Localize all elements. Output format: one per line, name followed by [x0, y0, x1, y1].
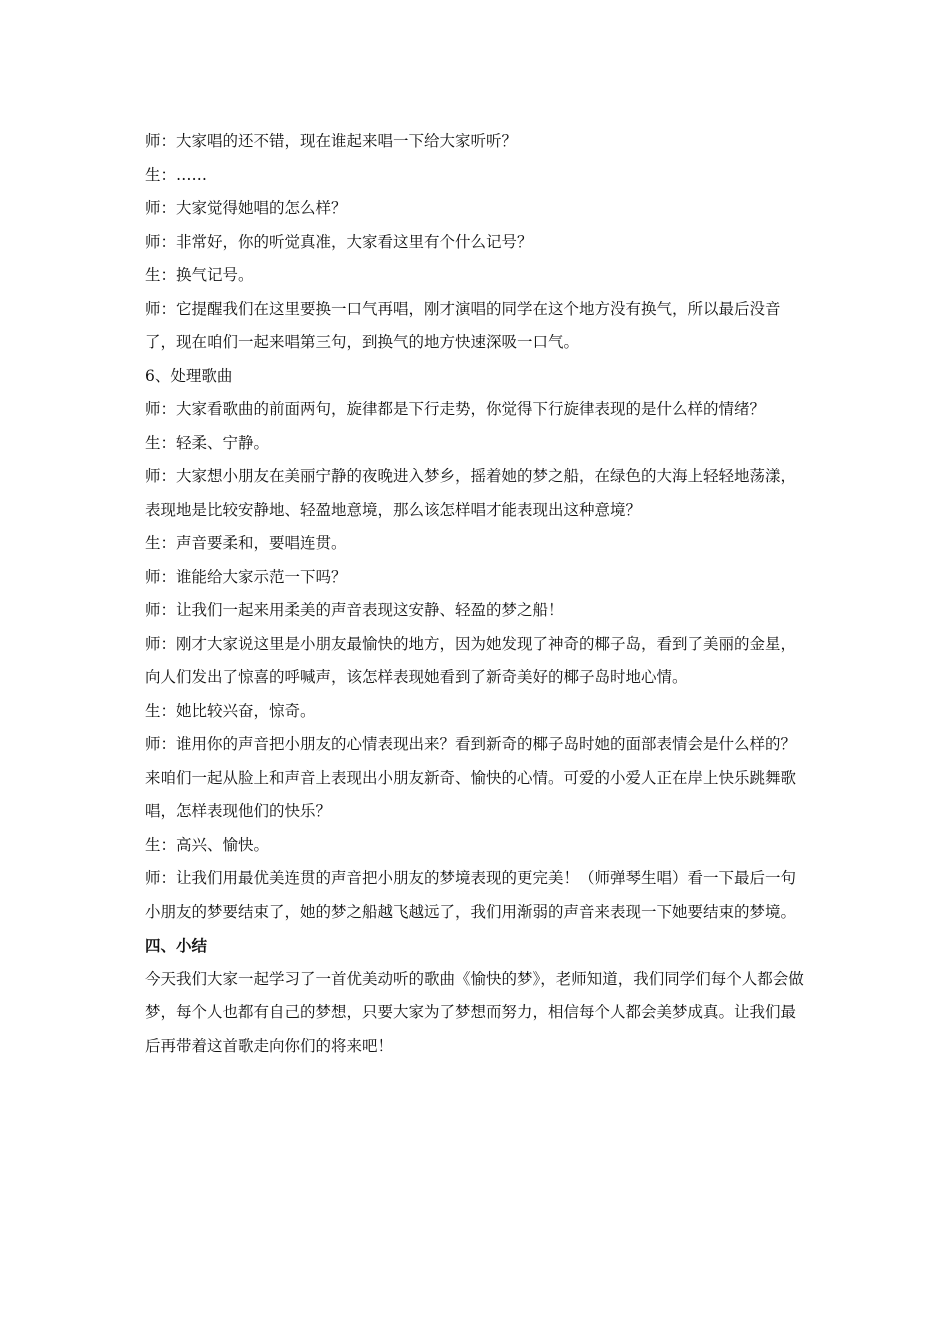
paragraph: 生：高兴、愉快。: [145, 835, 270, 854]
paragraph: 师：谁用你的声音把小朋友的心情表现出来？看到新奇的椰子岛时她的面部表情会是什么样的？来咱们一起从脸上和声音上表现出小朋友新奇、愉快的心情。可爱的小爱人正在岸上快乐跳舞歌唱，怎样表现他们的快乐？: [145, 735, 797, 820]
paragraph: 师：非常好，你的听觉真准，大家看这里有个什么记号？: [145, 232, 533, 251]
paragraph: 生：声音要柔和，要唱连贯。: [145, 534, 347, 552]
paragraph: 师：谁能给大家示范一下吗？: [145, 567, 347, 586]
paragraph: 生：轻柔、宁静。: [145, 433, 270, 452]
paragraph: 师：大家唱的还不错，现在谁起来唱一下给大家听听？: [145, 132, 518, 150]
paragraph: 师：大家看歌曲的前面两句，旋律都是下行走势，你觉得下行旋律表现的是什么样的情绪？: [145, 400, 766, 418]
paragraph: 师：让我们一起来用柔美的声音表现这安静、轻盈的梦之船！: [145, 601, 564, 619]
paragraph: 生：换气记号。: [145, 266, 254, 284]
document-body: [145, 125, 810, 1063]
paragraph: 生：……: [145, 165, 208, 184]
paragraph: 今天我们大家一起学习了一首优美动听的歌曲《愉快的梦》，老师知道，我们同学们每个人都会做梦，每个人也都有自己的梦想，只要大家为了梦想而努力，相信每个人都会美梦成真。让我们最后再带着这首歌走向你们的将来吧！: [145, 969, 804, 1055]
paragraph: 师：它提醒我们在这里要换一口气再唱，刚才演唱的同学在这个地方没有换气，所以最后没音了，现在咱们一起来唱第三句，到换气的地方快速深吸一口气。: [145, 299, 781, 351]
paragraph: 师：大家想小朋友在美丽宁静的夜晚进入梦乡，摇着她的梦之船，在绿色的大海上轻轻地荡漾，表现地是比较安静地、轻盈地意境，那么该怎样唱才能表现出这种意境？: [145, 467, 797, 519]
paragraph: 师：大家觉得她唱的怎么样？: [145, 199, 347, 217]
paragraph: 生：她比较兴奋，惊奇。: [145, 701, 316, 720]
paragraph: 师：刚才大家说这里是小朋友最愉快的地方，因为她发现了神奇的椰子岛，看到了美丽的金星，向人们发出了惊喜的呼喊声，该怎样表现她看到了新奇美好的椰子岛时地心情。: [145, 634, 797, 686]
section-subheading: 6、处理歌曲: [145, 366, 233, 385]
section-heading: 四、小结: [145, 936, 208, 955]
paragraph: 师：让我们用最优美连贯的声音把小朋友的梦境表现的更完美！（师弹琴生唱）看一下最后一句小朋友的梦要结束了，她的梦之船越飞越远了，我们用渐弱的声音来表现一下她要结束的梦境。: [145, 869, 797, 921]
